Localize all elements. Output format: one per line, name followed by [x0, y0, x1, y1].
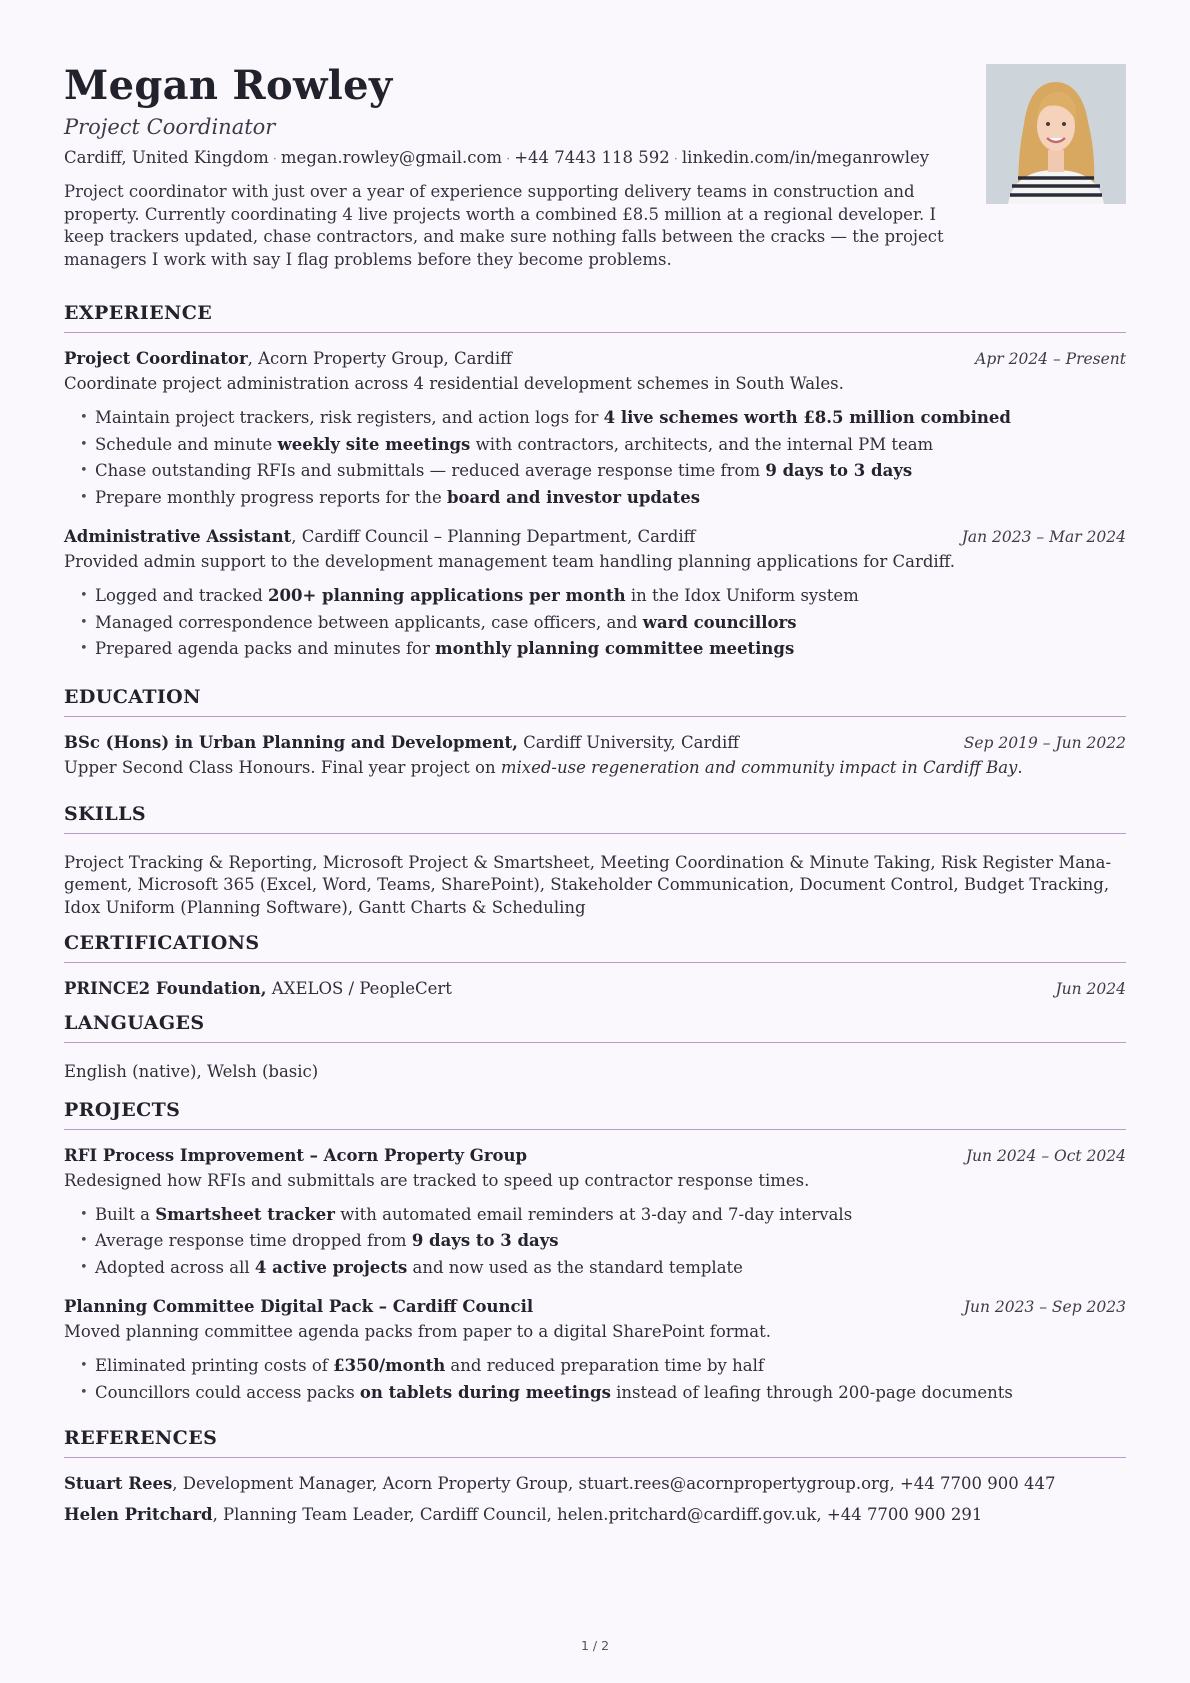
certifications-heading: CERTIFICATIONS	[64, 931, 1126, 963]
reference-details: , Development Manager, Acorn Property Group, stuart.rees@acornpropertygroup.org, +44 7700 900 447	[172, 1474, 1056, 1493]
bullet-list	[64, 405, 1126, 511]
bullet-text: and reduced preparation time by half	[445, 1356, 764, 1375]
reference-item	[64, 1499, 1126, 1530]
bullet-text: Built a	[95, 1204, 156, 1224]
reference-details: , Planning Team Leader, Cardiff Council, helen.pritchard@cardiff.gov.uk, +44 7700 900 291	[212, 1505, 983, 1524]
entry-header	[64, 525, 1126, 549]
bullet-highlight: board and investor updates	[446, 487, 701, 507]
languages-heading: LANGUAGES	[64, 1011, 1126, 1043]
education-heading: EDUCATION	[64, 685, 1126, 717]
bullet-highlight: 9 days to 3 days	[765, 461, 913, 480]
entry-date: Jan 2023 – Mar 2024	[961, 528, 1126, 546]
list-item	[80, 485, 1126, 512]
job-role: Project Coordinator	[64, 349, 248, 368]
certification-entry	[64, 977, 1126, 1001]
list-item	[80, 583, 1126, 610]
entry-header	[64, 1144, 1126, 1168]
certification-name: PRINCE2 Foundation,	[64, 979, 267, 998]
entry-date: Jun 2023 – Sep 2023	[963, 1298, 1126, 1316]
list-item	[80, 432, 1126, 459]
bullet-text: Average response time dropped from	[95, 1231, 412, 1250]
bullet-highlight: monthly planning committee meetings	[435, 639, 795, 658]
bullet-highlight: weekly site meetings	[277, 434, 471, 454]
reference-item	[64, 1468, 1126, 1499]
entry-description	[64, 756, 1126, 780]
bullet-text: Eliminated printing costs of	[95, 1356, 334, 1375]
skills-line: gement, Microsoft 365 (Excel, Word, Teams, SharePoint), Stakeholder Communication, Document Control, Budget Tracking,	[64, 875, 1110, 894]
entry-description: Coordinate project administration across 4 residential development schemes in South Wales.	[64, 374, 844, 393]
project-entry	[64, 1295, 1126, 1406]
experience-section	[64, 301, 1126, 663]
references-section	[64, 1426, 1126, 1530]
projects-section	[64, 1098, 1126, 1407]
list-item	[80, 1228, 1126, 1255]
entry-date: Sep 2019 – Jun 2022	[963, 733, 1126, 752]
entry-description: Redesigned how RFIs and submittals are tracked to speed up contractor response times.	[64, 1170, 810, 1190]
bullet-text: Logged and tracked	[95, 586, 269, 605]
contact-separator: ·	[673, 152, 678, 167]
bullet-text: Councillors could access packs	[95, 1382, 360, 1402]
bullet-list	[64, 1353, 1126, 1406]
entry-title	[64, 731, 739, 755]
contact-separator: ·	[506, 152, 511, 167]
portrait-illustration	[986, 64, 1126, 204]
bullet-text: in the Idox Uniform system	[625, 586, 859, 605]
entry-date: Jun 2024	[1055, 980, 1126, 998]
experience-entry	[64, 525, 1126, 663]
bullet-text: Adopted across all	[95, 1257, 255, 1277]
page-indicator: 1 / 2	[580, 1638, 610, 1653]
project-topic: mixed-use regeneration and community impact in Cardiff Bay	[500, 757, 1018, 777]
entry-header	[64, 977, 1126, 1001]
bullet-text: instead of leafing through 200-page documents	[610, 1382, 1013, 1402]
job-organization: , Cardiff Council – Planning Department, Cardiff	[291, 527, 696, 546]
languages-section	[64, 1011, 1126, 1084]
entry-date: Apr 2024 – Present	[975, 350, 1126, 368]
bullet-text: with automated email reminders at 3-day and 7-day intervals	[334, 1204, 853, 1224]
reference-name: Stuart Rees	[64, 1474, 173, 1493]
entry-title	[64, 977, 452, 1001]
bullet-text: and now used as the standard template	[407, 1257, 743, 1277]
list-item	[80, 636, 1126, 663]
bullet-highlight: 4 active projects	[254, 1257, 408, 1277]
entry-title	[64, 525, 695, 549]
bullet-text: Schedule and minute	[95, 434, 278, 454]
entry-date: Jun 2024 – Oct 2024	[965, 1146, 1126, 1165]
project-entry	[64, 1144, 1126, 1282]
certification-issuer: AXELOS / PeopleCert	[266, 979, 452, 998]
certifications-section	[64, 931, 1126, 1001]
degree-name: BSc (Hons) in Urban Planning and Development,	[64, 732, 518, 752]
bullet-highlight: 4 live schemes worth £8.5 million combined	[603, 408, 1011, 427]
bullet-text: Managed correspondence between applicants, case officers, and	[95, 612, 643, 632]
list-item	[80, 1380, 1126, 1407]
projects-heading: PROJECTS	[64, 1098, 1126, 1130]
profile-photo	[986, 64, 1126, 204]
description-text: .	[1017, 757, 1023, 777]
contact-phone[interactable]: +44 7443 118 592	[514, 148, 670, 167]
contact-line	[64, 146, 1126, 172]
skills-heading: SKILLS	[64, 802, 1126, 834]
bullet-highlight: 200+ planning applications per month	[268, 586, 626, 605]
job-organization: , Acorn Property Group, Cardiff	[247, 349, 512, 368]
entry-header	[64, 731, 1126, 755]
list-item	[80, 458, 1126, 485]
bullet-list	[64, 583, 1126, 663]
references-heading: REFERENCES	[64, 1426, 1126, 1458]
bullet-list	[64, 1202, 1126, 1282]
list-item	[80, 1202, 1126, 1229]
skills-line: Idox Uniform (Planning Software), Gantt Charts & Scheduling	[64, 897, 586, 917]
profile-summary: Project coordinator with just over a year of experience supporting delivery teams in construction and property. Currently coordinating 4 live projects worth a combined £8.5 million at a regional developer. I keep trackers updated, chase contractors, and make sure nothing falls between the cracks — the project managers I work with say I flag problems before they become problems.	[64, 182, 944, 269]
entry-description: Moved planning committee agenda packs from paper to a digital SharePoint format.	[64, 1322, 772, 1341]
contact-email[interactable]: megan.rowley@gmail.com	[280, 148, 503, 167]
entry-description: Provided admin support to the development management team handling planning applications for Cardiff.	[64, 552, 956, 571]
resume-header	[64, 0, 1126, 271]
entry-header	[64, 347, 1126, 371]
project-title: RFI Process Improvement – Acorn Property Group	[64, 1145, 528, 1165]
contact-linkedin[interactable]: linkedin.com/in/meganrowley	[681, 148, 930, 167]
experience-entry	[64, 347, 1126, 511]
description-text: Upper Second Class Honours. Final year project on	[64, 757, 501, 777]
bullet-highlight: £350/month	[333, 1356, 446, 1375]
list-item	[80, 1353, 1126, 1380]
education-section	[64, 685, 1126, 780]
bullet-highlight: ward councillors	[642, 612, 797, 632]
entry-title	[64, 347, 512, 371]
skills-list	[64, 852, 1126, 920]
bullet-text: with contractors, architects, and the internal PM team	[470, 434, 934, 454]
experience-heading: EXPERIENCE	[64, 301, 1126, 333]
candidate-name: Megan Rowley	[64, 62, 393, 109]
bullet-highlight: on tablets during meetings	[359, 1382, 611, 1402]
references-list	[64, 1468, 1126, 1530]
contact-location: Cardiff, United Kingdom	[64, 148, 269, 167]
project-title: Planning Committee Digital Pack – Cardiff Council	[64, 1297, 534, 1316]
languages-list: English (native), Welsh (basic)	[64, 1062, 319, 1081]
list-item	[80, 405, 1126, 432]
bullet-text: Chase outstanding RFIs and submittals — reduced average response time from	[95, 461, 766, 480]
job-role: Administrative Assistant	[64, 527, 292, 546]
contact-separator: ·	[272, 152, 277, 167]
skills-line: Project Tracking & Reporting, Microsoft Project & Smartsheet, Meeting Coordination & Minute Taking, Risk Register Mana-	[64, 852, 1112, 872]
school-name: Cardiff University, Cardiff	[517, 732, 739, 752]
reference-name: Helen Pritchard	[64, 1505, 213, 1524]
entry-header	[64, 1295, 1126, 1319]
bullet-text: Prepare monthly progress reports for the	[95, 487, 447, 507]
bullet-text: Prepared agenda packs and minutes for	[95, 639, 436, 658]
bullet-highlight: Smartsheet tracker	[155, 1204, 335, 1224]
bullet-text: Maintain project trackers, risk registers, and action logs for	[95, 408, 604, 427]
list-item	[80, 610, 1126, 637]
list-item	[80, 1255, 1126, 1282]
skills-section	[64, 802, 1126, 920]
candidate-title: Project Coordinator	[64, 115, 276, 139]
bullet-highlight: 9 days to 3 days	[411, 1231, 559, 1250]
education-entry	[64, 731, 1126, 780]
